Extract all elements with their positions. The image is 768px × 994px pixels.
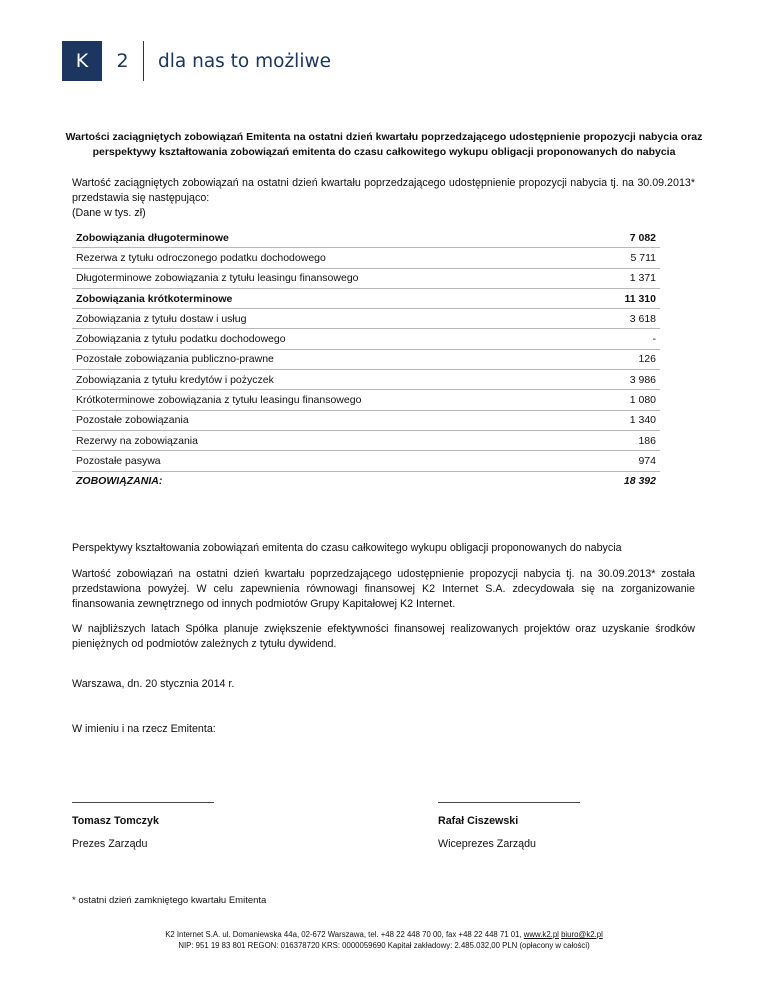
footer-line-2: NIP: 951 19 83 801 REGON: 016378720 KRS: 0000059690 Kapitał zakładowy: 2.485.032,00 PLN (opłacony w całości) [178,941,590,950]
row-value: 3 618 [589,309,660,329]
row-label: Zobowiązania z tytułu kredytów i pożyczek [72,370,589,390]
row-label: Pozostałe zobowiązania [72,410,589,430]
row-label: Zobowiązania z tytułu podatku dochodowego [72,329,589,349]
intro-paragraph: Wartość zaciągniętych zobowiązań na ostatni dzień kwartału poprzedzającego udostępnienie propozycji nabycia tj. na 30.09.2013* przedstawia się następująco: [72,177,695,204]
footnote: * ostatni dzień zamkniętego kwartału Emitenta [72,895,267,906]
row-value: 7 082 [589,228,660,248]
row-value: 1 340 [589,410,660,430]
table-row [72,410,660,430]
liabilities-table [72,228,660,491]
unit-note: (Dane w tys. zł) [72,207,146,219]
table-row [72,430,660,450]
footer-email-link[interactable]: biuro@k2.pl [561,930,603,939]
row-label: Zobowiązania długoterminowe [72,228,589,248]
row-label: Rezerwa z tytułu odroczonego podatku dochodowego [72,248,589,268]
table-row [72,471,660,491]
footer-address: K2 Internet S.A. ul. Domaniewska 44a, 02-672 Warszawa, tel. +48 22 448 70 00, fax +48 22 448 71 01, [165,930,524,939]
on-behalf-line: W imieniu i na rzecz Emitenta: [72,723,216,735]
table-row [72,390,660,410]
row-value: 1 080 [589,390,660,410]
table-row [72,268,660,288]
signatory-2-role: Wiceprezes Zarządu [438,838,537,850]
signatory-1-name: Tomasz Tomczyk [72,815,159,827]
date-line: Warszawa, dn. 20 stycznia 2014 r. [72,678,235,690]
table-row [72,288,660,308]
signature-line-2 [438,802,580,803]
row-label: Pozostałe zobowiązania publiczno-prawne [72,349,589,369]
signatory-2-name: Rafał Ciszewski [438,815,519,827]
table-row [72,349,660,369]
signatory-1-role: Prezes Zarządu [72,838,148,850]
row-label: Długoterminowe zobowiązania z tytułu leasingu finansowego [72,268,589,288]
logo-2-block: 2 [102,41,144,81]
table-row [72,370,660,390]
signature-line-1 [72,802,214,803]
row-label: Zobowiązania z tytułu dostaw i usług [72,309,589,329]
company-logo [62,41,331,81]
row-value: 18 392 [623,475,656,488]
logo-k-block: K [62,41,102,81]
row-value: - [589,329,660,349]
row-label: ZOBOWIĄZANIA: [76,475,163,488]
row-label: Pozostałe pasywa [72,451,589,471]
table-row [72,248,660,268]
row-value: 126 [589,349,660,369]
table-row [72,309,660,329]
logo-tagline: dla nas to możliwe [158,50,331,72]
row-value: 3 986 [589,370,660,390]
perspectives-paragraph-1: Wartość zobowiązań na ostatni dzień kwartału poprzedzającego udostępnienie propozycji nabycia tj. na 30.09.2013* została przedstawiona powyżej. W celu zapewnienia równowagi finansowej K2 Internet S.A. zdecydowała się na zorganizowanie finansowania zewnętrznego od innych podmiotów Grupy Kapitałowej K2 Internet. [72,568,695,610]
perspectives-paragraph-2: W najbliższych latach Spółka planuje zwiększenie efektywności finansowej realizowanych projektów oraz uzyskanie środków pieniężnych od podmiotów zależnych z tytułu dywidend. [72,623,695,650]
row-label: Zobowiązania krótkoterminowe [72,288,589,308]
table-row [72,329,660,349]
row-value: 186 [589,430,660,450]
perspectives-title: Perspektywy kształtowania zobowiązań emitenta do czasu całkowitego wykupu obligacji proponowanych do nabycia [72,542,622,554]
row-value: 5 711 [589,248,660,268]
row-label: Rezerwy na zobowiązania [72,430,589,450]
row-value: 974 [589,451,660,471]
row-label: Krótkoterminowe zobowiązania z tytułu leasingu finansowego [72,390,589,410]
table-row [72,228,660,248]
document-heading: Wartości zaciągniętych zobowiązań Emitenta na ostatni dzień kwartału poprzedzającego udostępnienie propozycji nabycia oraz perspektywy kształtowania zobowiązań emitenta do czasu całkowitego wykupu obligacji proponowanych do nabycia [65,131,703,158]
row-value: 11 310 [589,288,660,308]
page-footer [62,929,706,951]
footer-line-1 [62,929,706,940]
row-value: 1 371 [589,268,660,288]
footer-website-link[interactable]: www.k2.pl [523,930,559,939]
table-row [72,451,660,471]
